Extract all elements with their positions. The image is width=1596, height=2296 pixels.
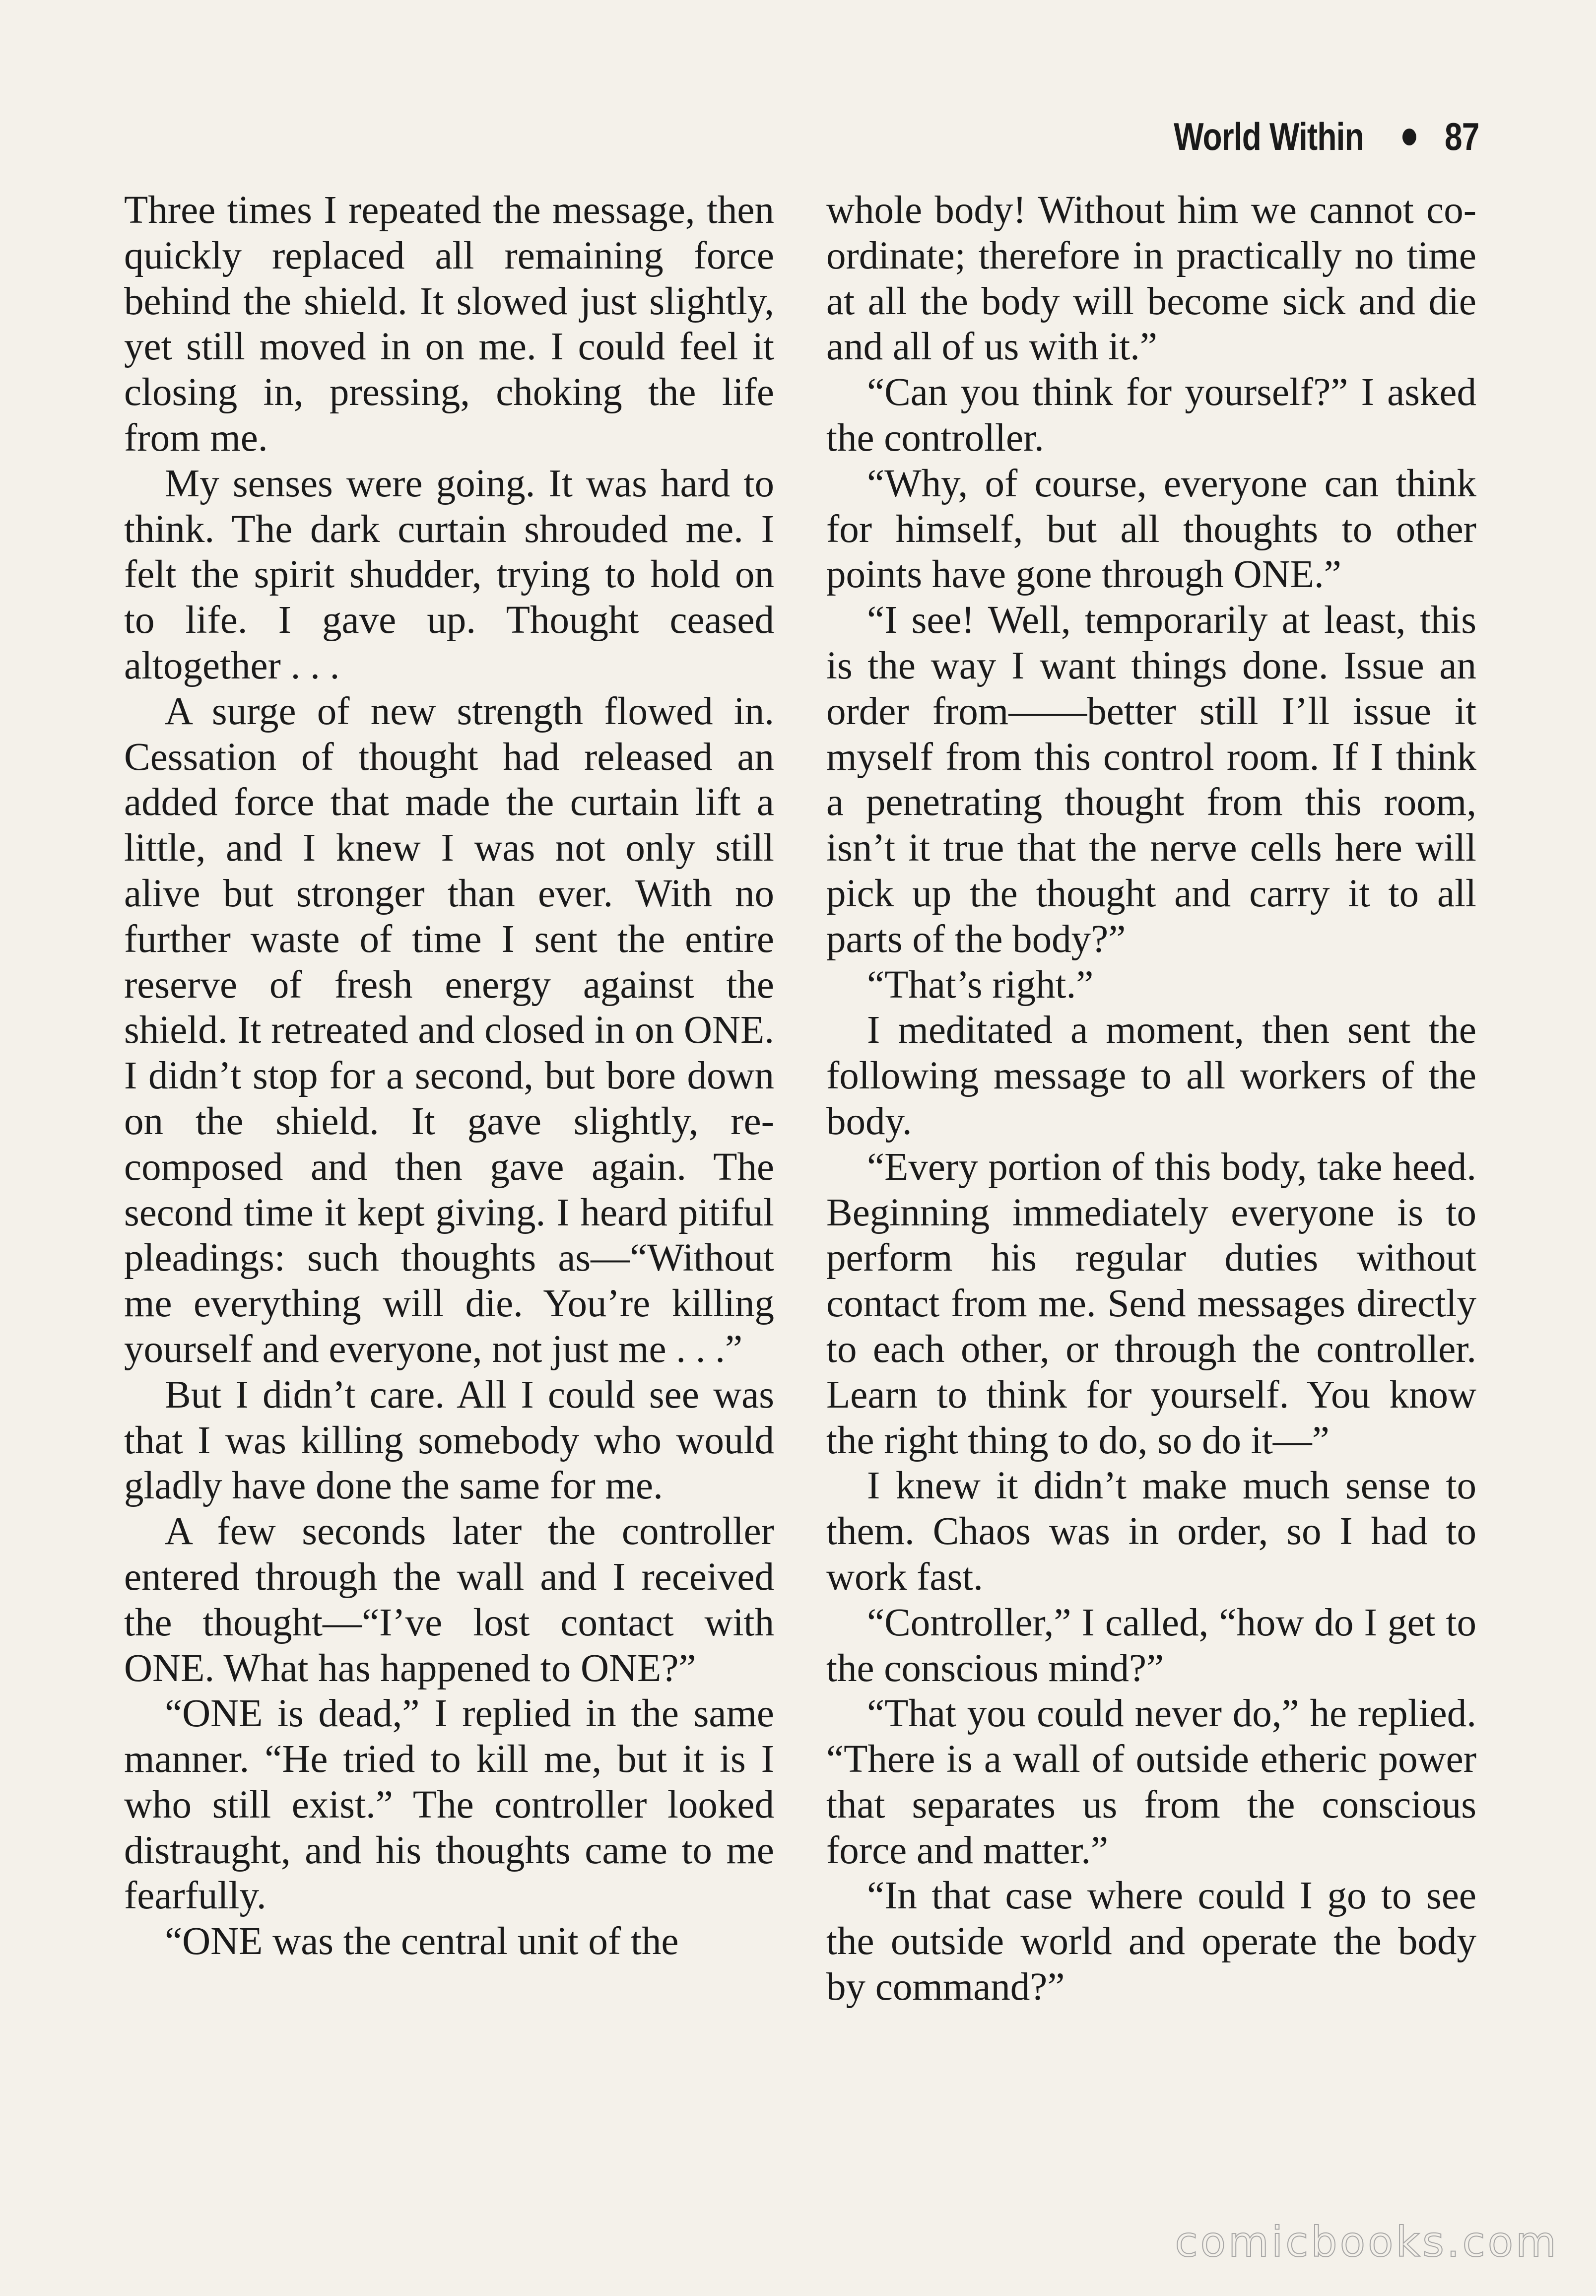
paragraph: “In that case where could I go to see the outside world and operate the body by command?” [826, 1874, 1476, 2009]
running-title: World Within [1174, 115, 1364, 158]
paragraph: “ONE is dead,” I replied in the same manner. “He tried to kill me, but it is I who still exist.” The controller looked distraught, and his thoughts came to me fearfully. [124, 1692, 774, 1918]
paragraph: A surge of new strength flowed in. Cessation of thought had released an added force that made the curtain lift a little, and I knew I was not only still alive but stronger than ever. With no further waste of time I sent the entire reserve of fresh energy against the shield. It retreated and closed in on ONE. I didn’t stop for a second, but bore down on the shield. It gave slightly, re-composed and then gave again. The second time it kept giving. I heard pitiful pleadings: such thoughts as—“Without me everything will die. You’re killing yourself and everyone, not just me . . .” [124, 689, 774, 1371]
watermark: comicbooks.com [1175, 2218, 1559, 2266]
page-number: 87 [1445, 115, 1479, 158]
paragraph: “That you could never do,” he replied. “There is a wall of outside etheric power that separates us from the conscious force and matter.” [826, 1692, 1476, 1872]
bullet-separator [1402, 129, 1416, 145]
paragraph: My senses were going. It was hard to think. The dark curtain shrouded me. I felt the spirit shudder, trying to hold on to life. I gave up. Thought ceased altogether . . . [124, 462, 774, 687]
paragraph: “ONE was the central unit of the [165, 1920, 679, 1963]
paragraph: “Why, of course, everyone can think for himself, but all thoughts to other points have gone through ONE.” [826, 462, 1476, 597]
paragraph: “That’s right.” [867, 963, 1094, 1007]
paragraph: whole body! Without him we cannot co-ordinate; therefore in practically no time at all the body will become sick and die and all of us with it.” [826, 189, 1476, 369]
left-column [124, 188, 774, 2010]
paragraph: “Can you think for yourself?” I asked the controller. [826, 371, 1476, 460]
text-columns [124, 188, 1476, 2010]
paragraph: “Controller,” I called, “how do I get to the conscious mind?” [826, 1601, 1476, 1690]
paragraph: A few seconds later the controller entered through the wall and I received the thought—“I’ve lost contact with ONE. What has happened to ONE?” [124, 1510, 774, 1690]
paragraph: “Every portion of this body, take heed. Beginning immediately everyone is to perform his regular duties without contact from me. Send messages directly to each other, or through the controller. Learn to think for yourself. You know the right thing to do, so do it—” [826, 1145, 1476, 1462]
paragraph: “I see! Well, temporarily at least, this is the way I want things done. Issue an order from——better still I’ll issue it myself from this control room. If I think a penetrating thought from this room, isn’t it true that the nerve cells here will pick up the thought and carry it to all parts of the body?” [826, 599, 1476, 961]
paragraph: But I didn’t care. All I could see was that I was killing somebody who would gladly have done the same for me. [124, 1373, 774, 1508]
right-column [826, 188, 1476, 2010]
paragraph: I meditated a moment, then sent the following message to all workers of the body. [826, 1009, 1476, 1143]
paragraph: Three times I repeated the message, then quickly replaced all remaining force behind the shield. It slowed just slightly, yet still moved in on me. I could feel it closing in, pressing, choking the life from me. [124, 189, 774, 460]
running-header [1174, 114, 1479, 159]
paragraph: I knew it didn’t make much sense to them. Chaos was in order, so I had to work fast. [826, 1464, 1476, 1599]
